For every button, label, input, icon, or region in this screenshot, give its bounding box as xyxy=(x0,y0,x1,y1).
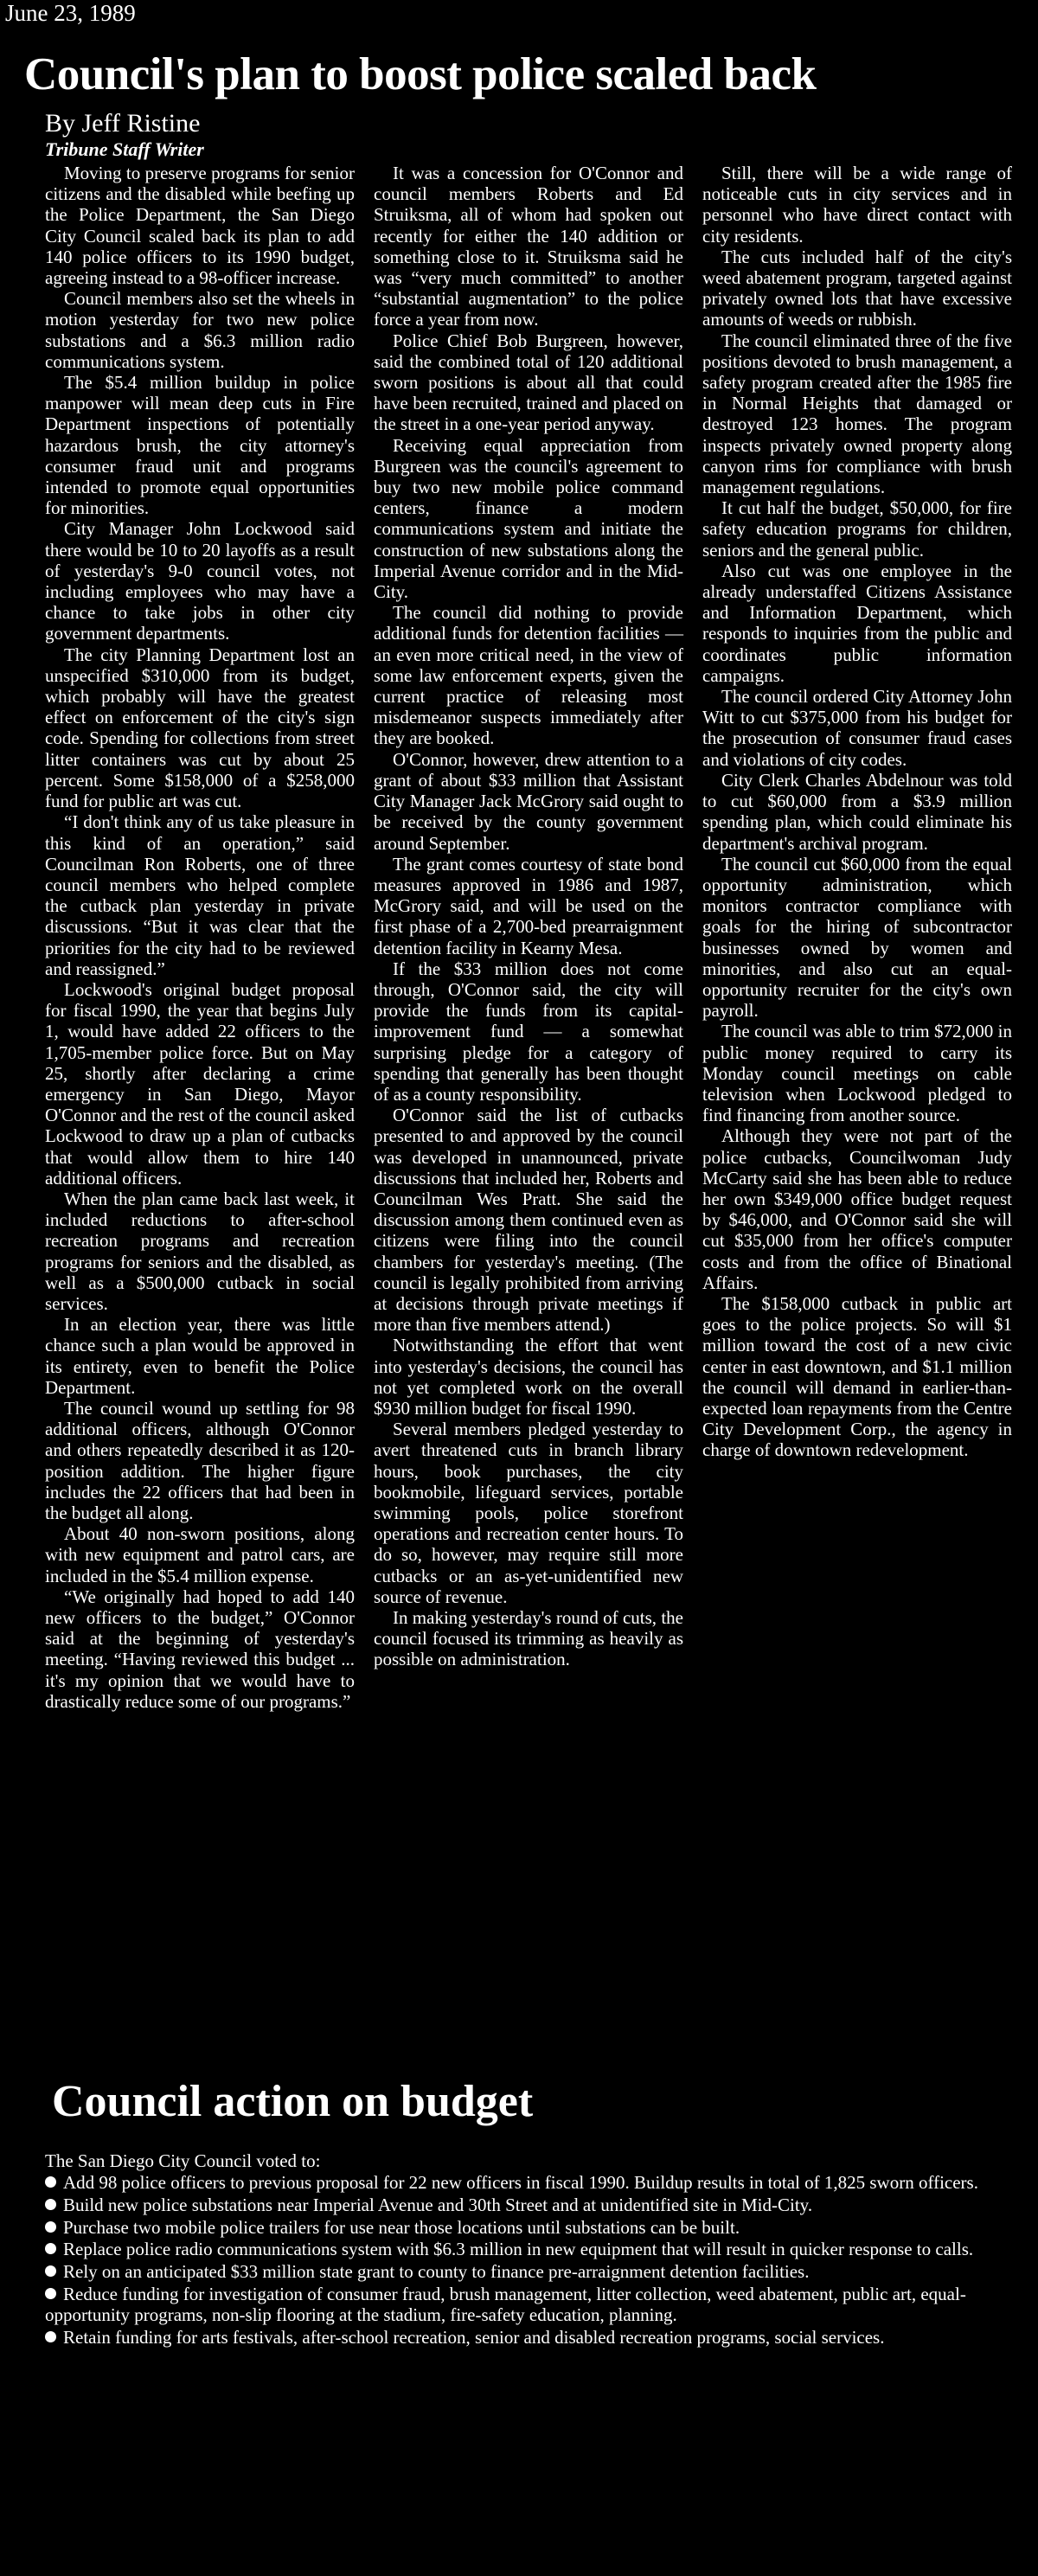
sidebar-list-item xyxy=(45,2195,979,2216)
byline-credit: Tribune Staff Writer xyxy=(45,138,204,160)
sidebar-item-text: Retain funding for arts festivals, after-school recreation, senior and disabled recreation programs, social services. xyxy=(63,2326,885,2348)
bullet-icon xyxy=(45,2265,56,2277)
article-paragraph: About 40 non-sworn positions, along with new equipment and patrol cars, are included in the $5.4 million expense. xyxy=(45,1523,355,1586)
sidebar-list-item xyxy=(45,2328,979,2349)
article-paragraph: The $5.4 million buildup in police manpower will mean deep cuts in Fire Department inspections of potentially hazardous brush, the city attorney's consumer fraud unit and programs intended to promote equal opportunities for minorities. xyxy=(45,372,355,519)
byline: By Jeff Ristine xyxy=(45,109,201,138)
article-paragraph: “We originally had hoped to add 140 new officers to the budget,” O'Connor said at the beginning of yesterday's meeting. “Having reviewed this budget ... it's my opinion that we would have to drastically reduce some of our programs.” xyxy=(45,1586,355,1712)
headline: Council's plan to boost police scaled back xyxy=(24,49,817,99)
article-paragraph: The council wound up settling for 98 additional officers, although O'Connor and others repeatedly described it as 120-position addition. The higher figure includes the 22 officers that had been in the budget all along. xyxy=(45,1397,355,1523)
article-paragraph: Lockwood's original budget proposal for fiscal 1990, the year that begins July 1, would have added 22 officers to the 1,705-member police force. But on May 25, shortly after declaring a crime emergency in San Diego, Mayor O'Connor and the rest of the council asked Lockwood to draw up a plan of cutbacks that would allow them to hire 140 additional officers. xyxy=(45,978,355,1189)
article-paragraph: Moving to preserve programs for senior citizens and the disabled while beefing up the Police Department, the San Diego City Council scaled back its plan to add 140 police officers to its 1990 budget, agreeing instead to a 98-officer increase. xyxy=(45,163,355,289)
article-paragraph: Although they were not part of the police cutbacks, Councilwoman Judy McCarty said she has been able to reduce her own $349,000 office budget request by $46,000, and O'Connor said she will cut $35,000 from her office's computer costs and from the office of Binational Affairs. xyxy=(702,1125,1012,1293)
sidebar-list-item xyxy=(45,2173,979,2194)
article-paragraph: The city Planning Department lost an unspecified $310,000 from its budget, which probably will have the greatest effect on enforcement of the city's sign code. Spending for collections from street litter containers was cut by about 25 percent. Some $158,000 of a $258,000 fund for public art was cut. xyxy=(45,644,355,812)
article-paragraph: It cut half the budget, $50,000, for fire safety education programs for children, seniors and the general public. xyxy=(702,497,1012,561)
sidebar-list-item xyxy=(45,2262,979,2283)
sidebar-title: Council action on budget xyxy=(52,2077,534,2126)
article-paragraph: City Clerk Charles Abdelnour was told to cut $60,000 from a $3.9 million spending plan, which could eliminate his department's archival program. xyxy=(702,769,1012,854)
article-paragraph: Several members pledged yesterday to avert threatened cuts in branch library hours, book purchases, the city bookmobile, lifeguard services, portable swimming pools, police storefront operations and recreation center hours. To do so, however, may require still more cutbacks or an as-yet-unidentified new source of revenue. xyxy=(374,1419,683,1607)
article-paragraph: City Manager John Lockwood said there would be 10 to 20 layoffs as a result of yesterday's 9-0 council votes, not including employees who may have a chance to take jobs in other city government departments. xyxy=(45,518,355,644)
bullet-icon xyxy=(45,2288,56,2299)
sidebar-list xyxy=(45,2173,979,2349)
bullet-icon xyxy=(45,2221,56,2233)
bullet-icon xyxy=(45,2243,56,2254)
article-column-2 xyxy=(374,163,683,2044)
article-paragraph: When the plan came back last week, it included reductions to after-school recreation programs and recreation programs for seniors and the disabled, as well as a $500,000 cutback in social services. xyxy=(45,1188,355,1314)
sidebar-list-item xyxy=(45,2240,979,2260)
article-paragraph: Police Chief Bob Burgreen, however, said the combined total of 120 additional sworn positions is about all that could have been recruited, trained and placed on the street in a one-year period anyway. xyxy=(374,330,683,435)
sidebar-item-text: Purchase two mobile police trailers for use near those locations until substations can be built. xyxy=(63,2216,740,2238)
article-paragraph: Also cut was one employee in the already understaffed Citizens Assistance and Information Department, which responds to inquiries from the public and coordinates public information campaigns. xyxy=(702,560,1012,686)
sidebar-item-text: Reduce funding for investigation of consumer fraud, brush management, litter collection, weed abatement, public art, equal-opportunity programs, non-slip flooring at the stadium, fire-safety education, planning. xyxy=(45,2283,966,2325)
sidebar-item-text: Rely on an anticipated $33 million state grant to county to finance pre-arraignment detention facilities. xyxy=(63,2261,810,2283)
article-paragraph: In an election year, there was little chance such a plan would be approved in its entirety, even to benefit the Police Department. xyxy=(45,1314,355,1398)
article-paragraph: The council cut $60,000 from the equal opportunity administration, which monitors contractor compliance with goals for the hiring of subcontractor businesses owned by women and minorities, and also cut an equal-opportunity recruiter for the city's own payroll. xyxy=(702,853,1012,1022)
article-paragraph: In making yesterday's round of cuts, the council focused its trimming as heavily as possible on administration. xyxy=(374,1607,683,1670)
sidebar-item-text: Add 98 police officers to previous proposal for 22 new officers in fiscal 1990. Buildup results in total of 1,825 sworn officers. xyxy=(63,2172,978,2193)
sidebar-list-item xyxy=(45,2218,979,2239)
article-paragraph: If the $33 million does not come through, O'Connor said, the city will provide the funds from its capital-improvement fund — a somewhat surprising pledge for a category of spending that generally has been thought of as a county responsibility. xyxy=(374,958,683,1105)
sidebar-item-text: Replace police radio communications system with $6.3 million in new equipment that will result in quicker response to calls. xyxy=(63,2239,974,2260)
article-paragraph: The council was able to trim $72,000 in public money required to carry its Monday council meetings on cable television when Lockwood pledged to find financing from another source. xyxy=(702,1021,1012,1126)
article-paragraph: Notwithstanding the effort that went into yesterday's decisions, the council has not yet completed work on the overall $930 million budget for fiscal 1990. xyxy=(374,1335,683,1419)
dateline: June 23, 1989 xyxy=(5,0,136,26)
article-column-1 xyxy=(45,163,355,2040)
bullet-icon xyxy=(45,2331,56,2342)
article-paragraph: It was a concession for O'Connor and council members Roberts and Ed Struiksma, all of whom had spoken out recently for either the 140 addition or something close to it. Struiksma said he was “very much committed” to another “substantial augmentation” to the police force a year from now. xyxy=(374,163,683,330)
bullet-icon xyxy=(45,2176,56,2188)
article-paragraph: “I don't think any of us take pleasure in this kind of an operation,” said Councilman Ron Roberts, one of three council members who helped complete the cutback plan yesterday in private discussions. “But it was clear that the priorities for the city had to be reviewed and reassigned.” xyxy=(45,811,355,979)
article-paragraph: O'Connor said the list of cutbacks presented to and approved by the council was developed in unannounced, private discussions that included her, Roberts and Councilman Wes Pratt. She said the discussion among them continued even as citizens were filing into the council chambers for yesterday's meeting. (The council is legally prohibited from arriving at decisions through private meetings if more than five members attend.) xyxy=(374,1105,683,1336)
bullet-icon xyxy=(45,2199,56,2210)
article-paragraph: Council members also set the wheels in motion yesterday for two new police substations and a $6.3 million radio communications system. xyxy=(45,288,355,372)
article-paragraph: The council eliminated three of the five positions devoted to brush management, a safety program created after the 1985 fire in Normal Heights that damaged or destroyed 123 homes. The program inspects privately owned property along canyon rims for compliance with brush management regulations. xyxy=(702,330,1012,498)
article-paragraph: The cuts included half of the city's weed abatement program, targeted against privately owned lots that have excessive amounts of weeds or rubbish. xyxy=(702,246,1012,330)
article-paragraph: The grant comes courtesy of state bond measures approved in 1986 and 1987, McGrory said, and will be used on the first phase of a 2,700-bed prearraignment detention facility in Kearny Mesa. xyxy=(374,853,683,958)
sidebar-list-item xyxy=(45,2284,979,2326)
article-paragraph: The council did nothing to provide additional funds for detention facilities — an even more critical need, in the view of some law enforcement experts, given the current practice of releasing most misdemeanor suspects immediately after they are booked. xyxy=(374,602,683,749)
sidebar-item-text: Build new police substations near Imperial Avenue and 30th Street and at unidentified site in Mid-City. xyxy=(63,2194,813,2215)
article-paragraph: The $158,000 cutback in public art goes to the police projects. So will $1 million toward the cost of a new civic center in east downtown, and $1.1 million the council will demand in earlier-than-expected loan repayments from the Centre City Development Corp., the agency in charge of downtown redevelopment. xyxy=(702,1292,1012,1461)
article-paragraph: O'Connor, however, drew attention to a grant of about $33 million that Assistant City Manager Jack McGrory said ought to be received by the county government around September. xyxy=(374,748,683,854)
sidebar-intro: The San Diego City Council voted to: xyxy=(45,2150,321,2171)
article-paragraph: Still, there will be a wide range of noticeable cuts in city services and in personnel who have direct contact with city residents. xyxy=(702,163,1012,247)
article-column-3 xyxy=(702,163,1012,1461)
article-paragraph: The council ordered City Attorney John Witt to cut $375,000 from his budget for the prosecution of consumer fraud cases and violations of city codes. xyxy=(702,686,1012,770)
article-paragraph: Receiving equal appreciation from Burgreen was the council's agreement to buy two new mobile police command centers, finance a modern communications system and initiate the construction of new substations along the Imperial Avenue corridor and in the Mid-City. xyxy=(374,434,683,603)
